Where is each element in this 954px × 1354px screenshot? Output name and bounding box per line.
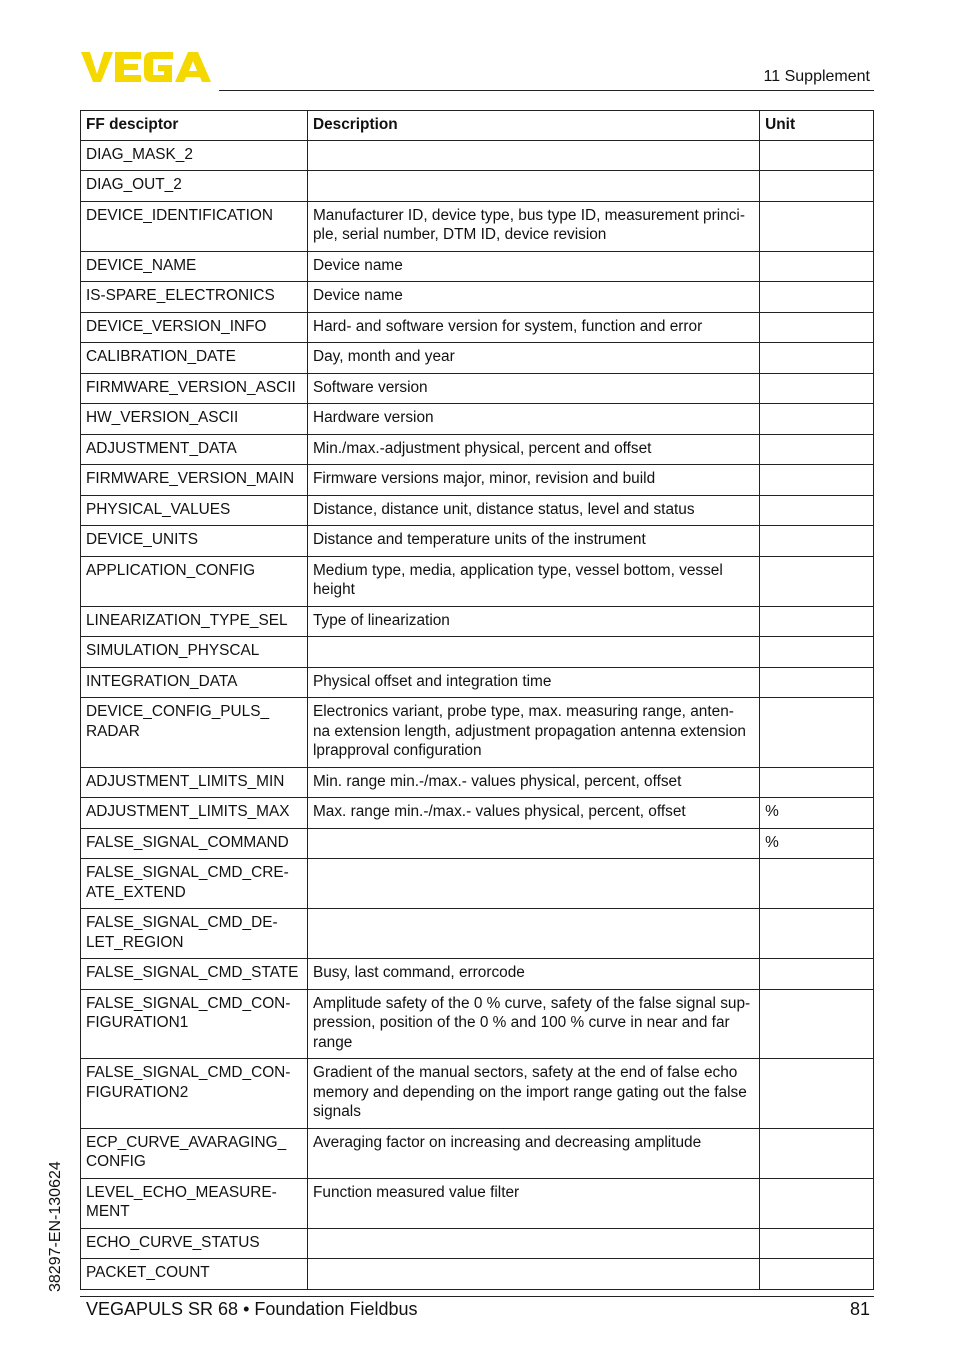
table-row [81, 343, 874, 374]
description-cell: Gradient of the manual sectors, safety at the end of false echo memory and depending on the import range gating out the false signals [307, 1059, 759, 1129]
unit-cell [760, 909, 874, 959]
descriptor-cell: DEVICE_IDENTIFICATION [81, 201, 308, 251]
unit-cell [760, 959, 874, 990]
description-cell: Day, month and year [307, 343, 759, 374]
unit-cell [760, 556, 874, 606]
table-row [81, 667, 874, 698]
table-row [81, 698, 874, 768]
unit-cell [760, 1128, 874, 1178]
unit-cell [760, 859, 874, 909]
description-cell: Hardware version [307, 404, 759, 435]
description-cell: Medium type, media, application type, vessel bottom, vessel height [307, 556, 759, 606]
descriptor-cell: LEVEL_ECHO_MEASURE- MENT [81, 1178, 308, 1228]
unit-cell: % [760, 798, 874, 829]
description-cell [307, 859, 759, 909]
descriptor-cell: ADJUSTMENT_LIMITS_MIN [81, 767, 308, 798]
unit-cell [760, 667, 874, 698]
unit-cell [760, 201, 874, 251]
unit-cell [760, 989, 874, 1059]
table-row [81, 767, 874, 798]
table-row [81, 828, 874, 859]
description-cell: Software version [307, 373, 759, 404]
table-row [81, 859, 874, 909]
descriptor-cell: DIAG_OUT_2 [81, 171, 308, 202]
descriptor-cell: FIRMWARE_VERSION_MAIN [81, 465, 308, 496]
table-row [81, 959, 874, 990]
description-cell [307, 1228, 759, 1259]
description-cell: Device name [307, 251, 759, 282]
descriptor-cell: FIRMWARE_VERSION_ASCII [81, 373, 308, 404]
table-header-row [81, 111, 874, 141]
description-cell: Physical offset and integration time [307, 667, 759, 698]
unit-cell [760, 767, 874, 798]
unit-cell [760, 526, 874, 557]
description-cell: Amplitude safety of the 0 % curve, safety of the false signal sup- pression, position of the 0 % and 100 % curve in near and far range [307, 989, 759, 1059]
table-row [81, 312, 874, 343]
descriptor-cell: DEVICE_CONFIG_PULS_ RADAR [81, 698, 308, 768]
table-row [81, 556, 874, 606]
unit-cell [760, 171, 874, 202]
descriptor-cell: FALSE_SIGNAL_COMMAND [81, 828, 308, 859]
description-cell: Firmware versions major, minor, revision and build [307, 465, 759, 496]
description-cell [307, 909, 759, 959]
footer-title: VEGAPULS SR 68 • Foundation Fieldbus [86, 1299, 418, 1319]
description-cell: Type of linearization [307, 606, 759, 637]
table-row [81, 798, 874, 829]
unit-cell [760, 1228, 874, 1259]
unit-cell [760, 1059, 874, 1129]
descriptor-cell: PHYSICAL_VALUES [81, 495, 308, 526]
table-row [81, 495, 874, 526]
page-number: 81 [849, 1299, 870, 1319]
table-row [81, 1259, 874, 1290]
unit-cell [760, 637, 874, 668]
descriptor-cell: APPLICATION_CONFIG [81, 556, 308, 606]
table-row [81, 373, 874, 404]
descriptor-cell: FALSE_SIGNAL_CMD_STATE [81, 959, 308, 990]
unit-cell [760, 495, 874, 526]
table-row [81, 909, 874, 959]
descriptor-cell: ECHO_CURVE_STATUS [81, 1228, 308, 1259]
description-cell: Min. range min.-/max.- values physical, percent, offset [307, 767, 759, 798]
table-row [81, 171, 874, 202]
description-cell [307, 637, 759, 668]
descriptor-cell: ADJUSTMENT_DATA [81, 434, 308, 465]
table-row [81, 201, 874, 251]
table-row [81, 434, 874, 465]
unit-cell [760, 434, 874, 465]
descriptor-cell: CALIBRATION_DATE [81, 343, 308, 374]
section-title: 11 Supplement [763, 68, 870, 85]
unit-cell [760, 465, 874, 496]
vega-logo-mark [80, 50, 212, 84]
column-header-ff-descriptor: FF desciptor [81, 111, 308, 141]
unit-cell [760, 282, 874, 313]
description-cell [307, 828, 759, 859]
descriptor-cell: DEVICE_NAME [81, 251, 308, 282]
unit-cell [760, 1259, 874, 1290]
description-cell [307, 1259, 759, 1290]
description-cell: Hard- and software version for system, function and error [307, 312, 759, 343]
description-cell [307, 140, 759, 171]
unit-cell [760, 251, 874, 282]
description-cell: Distance, distance unit, distance status, level and status [307, 495, 759, 526]
unit-cell [760, 312, 874, 343]
document-id: 38297-EN-130624 [47, 1161, 64, 1292]
descriptor-cell: FALSE_SIGNAL_CMD_CON- FIGURATION2 [81, 1059, 308, 1129]
description-cell: Function measured value filter [307, 1178, 759, 1228]
table-body [81, 140, 874, 1289]
descriptor-cell: IS-SPARE_ELECTRONICS [81, 282, 308, 313]
descriptor-cell: DIAG_MASK_2 [81, 140, 308, 171]
header-rule [219, 90, 874, 91]
descriptor-cell: INTEGRATION_DATA [81, 667, 308, 698]
descriptor-cell: HW_VERSION_ASCII [81, 404, 308, 435]
unit-cell [760, 373, 874, 404]
table-row [81, 1059, 874, 1129]
descriptor-cell: DEVICE_UNITS [81, 526, 308, 557]
table-row [81, 989, 874, 1059]
description-cell: Device name [307, 282, 759, 313]
table-row [81, 637, 874, 668]
column-header-unit: Unit [760, 111, 874, 141]
description-cell [307, 171, 759, 202]
description-cell: Min./max.-adjustment physical, percent and offset [307, 434, 759, 465]
unit-cell [760, 404, 874, 435]
unit-cell [760, 343, 874, 374]
table-row [81, 404, 874, 435]
unit-cell [760, 1178, 874, 1228]
description-cell: Electronics variant, probe type, max. measuring range, anten- na extension length, adjustment propagation antenna extension lprapproval configuration [307, 698, 759, 768]
unit-cell [760, 698, 874, 768]
table-row [81, 1228, 874, 1259]
table-row [81, 140, 874, 171]
unit-cell [760, 606, 874, 637]
table-row [81, 606, 874, 637]
footer-rule [80, 1296, 874, 1297]
description-cell: Manufacturer ID, device type, bus type ID, measurement princi- ple, serial number, DTM ID, device revision [307, 201, 759, 251]
descriptor-cell: FALSE_SIGNAL_CMD_CON- FIGURATION1 [81, 989, 308, 1059]
table-row [81, 526, 874, 557]
table-row [81, 1128, 874, 1178]
descriptor-cell: ADJUSTMENT_LIMITS_MAX [81, 798, 308, 829]
description-cell: Averaging factor on increasing and decreasing amplitude [307, 1128, 759, 1178]
table-row [81, 1178, 874, 1228]
column-header-description: Description [307, 111, 759, 141]
ff-descriptor-table [80, 110, 874, 1290]
descriptor-cell: PACKET_COUNT [81, 1259, 308, 1290]
unit-cell [760, 140, 874, 171]
table-row [81, 465, 874, 496]
descriptor-cell: SIMULATION_PHYSCAL [81, 637, 308, 668]
descriptor-cell: DEVICE_VERSION_INFO [81, 312, 308, 343]
description-cell: Max. range min.-/max.- values physical, percent, offset [307, 798, 759, 829]
table-row [81, 251, 874, 282]
unit-cell: % [760, 828, 874, 859]
descriptor-cell: ECP_CURVE_AVARAGING_ CONFIG [81, 1128, 308, 1178]
description-cell: Busy, last command, errorcode [307, 959, 759, 990]
descriptor-cell: FALSE_SIGNAL_CMD_CRE- ATE_EXTEND [81, 859, 308, 909]
descriptor-cell: FALSE_SIGNAL_CMD_DE- LET_REGION [81, 909, 308, 959]
table-row [81, 282, 874, 313]
descriptor-cell: LINEARIZATION_TYPE_SEL [81, 606, 308, 637]
description-cell: Distance and temperature units of the instrument [307, 526, 759, 557]
